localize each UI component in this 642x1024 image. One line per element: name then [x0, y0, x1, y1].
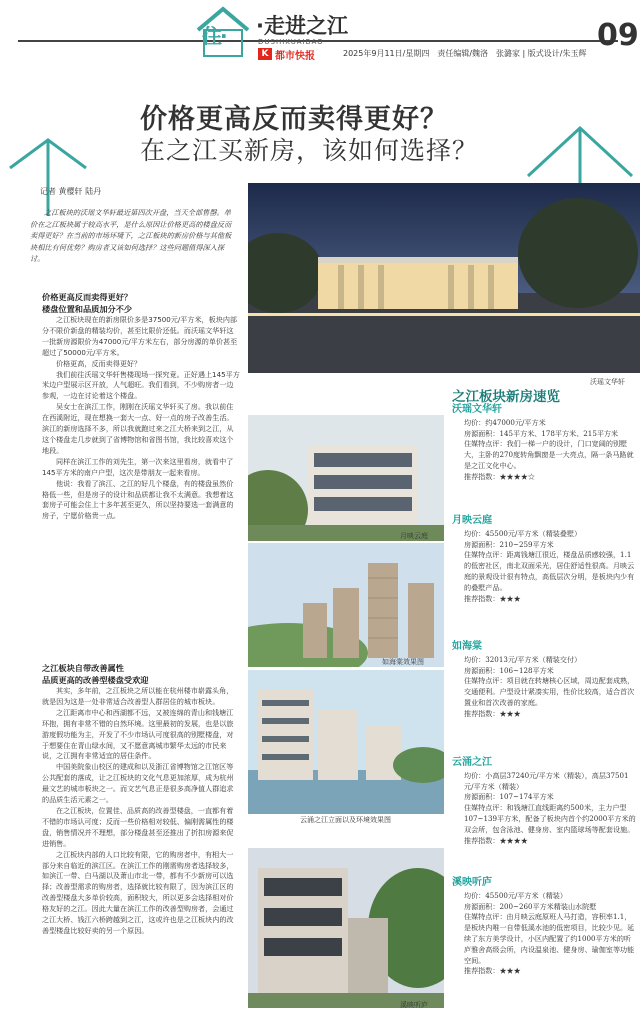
photo-caption: 沃瑶文华轩	[590, 378, 625, 386]
project-features: 住媒特点评：和钱塘江直线距离约500米，主力户型107~139平方米，配备了板块内首个约2000平方米的双会所，包含泳池、健身房、室内篮球场等配套设施。	[464, 803, 636, 834]
project-card	[452, 405, 638, 483]
section-heading: 价格更高反而卖得更好？ 楼盘位置和品质加分不少	[42, 292, 133, 314]
project-name: 如海棠	[452, 641, 482, 652]
photo-caption: 云涌之江立面以及环境效果图	[300, 816, 391, 824]
page-number: 09	[597, 18, 639, 53]
photo-yueying	[248, 415, 444, 541]
project-card	[452, 758, 638, 846]
project-features: 住媒特点评：由月映云庭原班人马打造，容积率1.1，是板块内唯一自带低溪水池的低密项目，比较少见。延续了东方美学设计，小区内配置了约1000平方米的听庐雅舍高级会所，内设温泉池、健身房、瑜伽室等功能空间。	[464, 912, 635, 965]
paragraph: 之江板块内部的人口比较有限，它的购房者中，有相大一部分来自临近的滨江区。在滨江工作的刚需购房者选择较多，如滨江一带、白马湖以及萧山市北一带，都有不少新房可以选择；改善型需求的购房者，选择就比较有限了，因为滨江区的改善型楼盘大多单价较高，面积较大，所以更多会选择相对价格友好的之江。因此大量在滨江工作的改善型购房者，会通过之江大桥、钱江六桥跨越到之江，这或许也是之江板块内的改善型楼盘比较好卖的另一个原因。	[42, 849, 234, 935]
project-area: 房源面积：107~174平方米	[464, 792, 554, 802]
paragraph: 我们前往沃瑶文华轩售楼现场一探究竟。正好遇上145平方米边户型展示区开放，人气超旺。我们看到，不少购房者一边参观，一边在讨论着这个楼盘。	[42, 369, 240, 401]
project-features: 住媒特点评：项目就在转塘核心区域，周边配套成熟，交通便利。户型设计紧凑实用，性价比较高，适合首次置业和首次改善的家庭。	[464, 676, 635, 707]
project-price: 均价：约47000元/平方米	[464, 417, 546, 427]
project-name: 云涌之江	[452, 757, 492, 768]
project-area: 房源面积：200~260平方米精装山水院墅	[464, 901, 597, 911]
project-name: 沃瑶文华轩	[452, 404, 502, 415]
decorative-arrow-left	[8, 138, 158, 218]
headline-line1: 价格更高反而卖得更好？	[140, 104, 448, 135]
photo-xiyingtinglu	[248, 848, 444, 1008]
project-price: 均价：45500元/平方米（精装叠墅）	[464, 528, 582, 538]
headline-line2: 在之江买新房，该如何选择？	[140, 136, 479, 165]
paper-name: 都市快报	[275, 51, 315, 62]
project-card	[452, 642, 638, 720]
project-card	[452, 516, 638, 604]
paper-pinyin: DUSHIKUAIBAO	[258, 38, 324, 46]
paragraph: 价格更高，反而卖得更好？	[56, 358, 142, 368]
paragraph: 在之江板块，位置佳、品质高的改善型楼盘，一直都有着不错的市场认可度；反而一些价格相对较低、偏刚需属性的楼盘，销售情况并不理想，部分楼盘甚至还推出了折扣房源来促进销售。	[42, 805, 234, 848]
project-area: 房源面积：106~128平方米	[464, 665, 554, 675]
project-name: 溪映听庐	[452, 877, 492, 888]
project-rating: 推荐指数：★★★	[464, 966, 521, 976]
project-name: 月映云庭	[452, 515, 492, 526]
project-rating: 推荐指数：★★★	[464, 708, 521, 718]
column-title: ·走进之江	[256, 14, 348, 38]
article-section-1	[42, 292, 240, 522]
reporter-byline: 记者 黄樱轩 陆丹	[40, 187, 102, 196]
lead-paragraph: 之江板块的沃瑶文华轩最近第四次开盘，当天全部售罄。单价在之江板块属于较高水平，是什么原因让价格更高的楼盘反而卖得更好？在当前的市场环境下，之江板块的新房价格与其他板块相比有何优势？购房者又该如何选择？这些问题值得深入探讨。	[30, 208, 232, 263]
photo-caption: 溪映听庐	[400, 1001, 428, 1009]
paragraph: 之江板块现在的新房限价多是37500元/平方米，板块内部分不限价新盘的精装均价，甚至比限价还低。而沃瑶文华轩这一批新房源限价为47000元/平方米左右，部分房源的单价甚至超过了50000元/平方米。	[42, 315, 238, 357]
project-features: 住媒特点评：距离钱塘江很近，楼盘品质感较强，1.1的低密社区，南北双面采光，居住舒适性很高。月映云庭的景观设计很有特点，高低层次分明，是板块内少有的叠墅产品。	[464, 550, 635, 592]
project-rating: 推荐指数：★★★★☆	[464, 471, 535, 481]
project-rating: 推荐指数：★★★	[464, 593, 521, 603]
sidebar-title: 之江板块新房速览	[452, 389, 560, 405]
project-area: 房源面积：210~259平方米	[464, 539, 554, 549]
project-area: 房源面积：145平方米、178平方米、215平方米	[464, 428, 619, 438]
paragraph: 吴女士在滨江工作，刚刚在沃瑶文华轩买了房。我以前住在西溪附近，现在想换一套大一点、好一点的房子改善生活。滨江的新房选择不多，所以我就跑过来之江大桥来到之江，从这个楼盘走几步就到了省博物馆和省图书馆，我比较喜欢这个地段。	[42, 402, 234, 455]
column-brand: 住·	[202, 24, 226, 48]
paragraph: 中国美院象山校区的建成和以及浙江省博物馆之江馆区等公共配套的落成，让之江板块的文化气息更加浓厚，成为杭州最文艺的城市板块之一。而文艺气息正是很多高净值人群追求的品质生活元素之一。	[42, 762, 234, 805]
project-rating: 推荐指数：★★★★	[464, 835, 528, 845]
paragraph: 其实，多年前，之江板块之所以能在杭州楼市崭露头角，就是因为这是一处非常适合改善型人群居住的城市板块。	[42, 686, 234, 706]
photo-yunyong	[248, 670, 444, 814]
paper-logo: K	[258, 48, 272, 60]
project-price: 均价：小高层37240元/平方米（精装），高层37501元/平方米（精装）	[464, 770, 629, 791]
paragraph: 他说：我看了滨江、之江的好几个楼盘，有的楼盘虽然价格低一些，但是房子的设计和品质都让我不太满意。我想着这套房子可能会住上十多年甚至更久，所以坚持要选一套满意的房子，宁愿价格贵一点。	[42, 478, 234, 521]
photo-caption: 月映云庭	[400, 532, 428, 540]
project-price: 均价：45500元/平方米（精装）	[464, 890, 567, 900]
project-features: 住媒特点评：我们一梯一户的设计，门口宽阔的别墅大，主卧的270度转角飘窗是一大亮点，隔一条马路就是之江文化中心。	[464, 439, 634, 470]
photo-caption: 如海棠效果图	[382, 658, 424, 666]
paragraph: 同样在滨江工作的刘先生，第一次来这里看房，就看中了145平方米的南户户型，这次是带朋友一起来看房。	[42, 456, 234, 477]
issue-meta: 2025年9月11日/星期四 责任编辑/魏洛 张潞家 | 版式设计/朱玉辉	[343, 49, 587, 58]
section-heading: 之江板块自带改善属性 品质更高的改善型楼盘受欢迎	[42, 663, 149, 685]
paragraph: 之江距离市中心和西湖都不远，又被连绵的青山和钱塘江环抱，拥有非常不错的自然环境。这里最初的发展，也是以旅游度假功能为主，开发了不少市场认可度很高的别墅楼盘，对于想要住在青山绿水间，又不愿意离城市繁华太远的市民来说，之江拥有非常适宜的居住条件。	[42, 707, 234, 761]
photo-wenhuaxuan	[248, 183, 640, 373]
article-section-2	[42, 663, 240, 937]
project-price: 均价：32013元/平方米（精装交付）	[464, 654, 582, 664]
project-card	[452, 878, 638, 977]
photo-ruhaitang	[248, 543, 444, 667]
